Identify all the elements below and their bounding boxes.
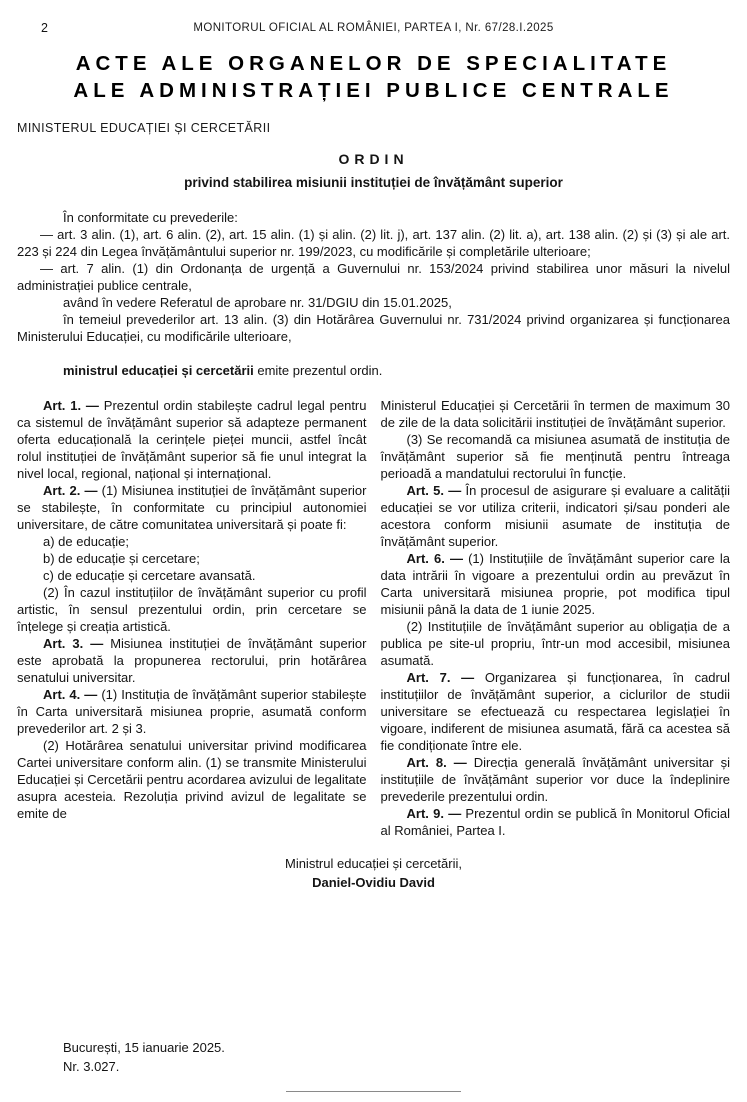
article-text: Organizarea și funcționarea, în cadrul instituțiilor de învățământ superior, a ciclurilor de studii universitare se efectuează cu respectarea legislației în vigoare, indiferent de misiunea asumată, fără ca acestea să fie condiționate între ele. — [380, 670, 730, 753]
article-number: Art. 3. — — [43, 636, 111, 651]
article-number: Art. 6. — — [406, 551, 469, 566]
article-text: Prezentul ordin se publică în Monitorul Oficial al României, Partea I. — [380, 806, 730, 838]
gazette-header-title: MONITORUL OFICIAL AL ROMÂNIEI, PARTEA I, Nr. 67/28.I.2025 — [193, 22, 554, 34]
article-text: (1) Instituțiile de învățământ superior care la data intrării în vigoare a prezentului ordin au prevăzut în Carta universitară misiunea proprie, pot modifica tipul misiunii până la data de 1 iunie 2025. — [380, 551, 730, 617]
paragraph-continuation — [381, 397, 731, 431]
article-text: b) de educație și cercetare; — [43, 551, 200, 566]
paragraph-art-7 — [381, 669, 731, 754]
article-text: (2) În cazul instituțiilor de învățământ superior cu profil artistic, în sensul prezentului ordin, prin cercetare se înțelege și creația artistică. — [17, 585, 367, 634]
enactment-rest: emite prezentul ordin. — [253, 363, 383, 378]
paragraph-art-6 — [381, 550, 731, 618]
preamble-paragraph: — art. 3 alin. (1), art. 6 alin. (2), art. 15 alin. (1) și alin. (2) lit. j), art. 137 alin. (2) lit. a), art. 138 alin. (2) și (3) și ale art. 223 și 224 din Legea învățământului superior nr. 199/2023, cu modificările și completările ulterioare; — [17, 227, 730, 259]
column-left — [17, 397, 367, 839]
running-header — [17, 20, 730, 38]
column-right — [381, 397, 731, 839]
paragraph-art-5 — [381, 482, 731, 550]
article-text: (1) Misiunea instituției de învățământ superior se stabilește, în conformitate cu principiul autonomiei universitare, de către comunitatea universitară și poate fi: — [17, 483, 367, 532]
article-number: Art. 1. — — [43, 398, 104, 413]
article-text: (2) Hotărârea senatului universitar privind modificarea Cartei universitare conform alin. (1) se transmite Ministerului Educației și Cercetării pentru acordarea avizului de legalitate asupra acesteia. Rezoluția privind avizul de legalitate se emite de — [17, 738, 367, 821]
preamble-paragraph: având în vedere Referatul de aprobare nr. 31/DGIU din 15.01.2025, — [63, 295, 452, 310]
section-title — [17, 50, 730, 104]
article-text: Direcția generală învățământ universitar și instituțiile de învățământ superior vor duce la îndeplinire prevederile prezentului ordin. — [380, 755, 730, 804]
paragraph-art-2 — [17, 482, 367, 533]
article-number: Art. 4. — — [43, 687, 102, 702]
section-title-line2: ALE ADMINISTRAȚIEI PUBLICE CENTRALE — [73, 79, 674, 102]
article-number: Art. 7. — — [406, 670, 485, 685]
list-item-b — [17, 550, 367, 567]
article-text: (1) Instituția de învățământ superior stabilește în Carta universitară misiunea proprie, asumată conform prevederilor art. 2 și 3. — [17, 687, 367, 736]
preamble-paragraph: — art. 7 alin. (1) din Ordonanța de urgență a Guvernului nr. 153/2024 privind stabilirea unor măsuri la nivelul administrației publice centrale, — [17, 261, 730, 293]
footer-place-date: București, 15 ianuarie 2025. — [63, 1040, 225, 1055]
article-columns — [17, 397, 730, 839]
article-text: Misiunea instituției de învățământ superior este aprobată la propunerea rectorului, prin hotărârea senatului universitar. — [17, 636, 367, 685]
paragraph-art-1 — [17, 397, 367, 482]
article-number: Art. 8. — — [406, 755, 474, 770]
order-subtitle: privind stabilirea misiunii instituției de învățământ superior — [184, 175, 563, 190]
article-text: (3) Se recomandă ca misiunea asumată de instituția de învățământ superior să fie menținută pentru întreaga perioadă a mandatului rectorului în funcție. — [380, 432, 730, 481]
article-text: Prezentul ordin stabilește cadrul legal pentru ca sistemul de învățământ superior să adapteze permanent oferta educațională la cerințele pieței muncii, astfel încât rolul instituției de învățământ superior să fie unul integrat la nivel local, regional, național și internațional. — [17, 398, 367, 481]
ministry-name: MINISTERUL EDUCAȚIEI ȘI CERCETĂRII — [17, 121, 271, 135]
article-text: (2) Instituțiile de învățământ superior au obligația de a publica pe site-ul propriu, într-un mod accesibil, misiunea asumată. — [380, 619, 730, 668]
order-heading: ORDIN — [338, 151, 409, 167]
article-text: În procesul de asigurare și evaluare a calității educației se vor utiliza criterii, indicatori și/sau ponderi ale acestora conform misiunii asumate de instituția de învățământ superior. — [380, 483, 730, 549]
article-number: Art. 9. — — [406, 806, 466, 821]
preamble-paragraph: în temeiul prevederilor art. 13 alin. (3) din Hotărârea Guvernului nr. 731/2024 privind organizarea și funcționarea Ministerului Educației, cu modificările ulterioare, — [17, 312, 730, 344]
section-title-line1: ACTE ALE ORGANELOR DE SPECIALITATE — [75, 52, 672, 75]
signature-block — [17, 855, 730, 891]
paragraph-art-4 — [17, 686, 367, 737]
page-number: 2 — [41, 21, 48, 35]
article-text: c) de educație și cercetare avansată. — [43, 568, 256, 583]
enactment-clause — [17, 362, 730, 379]
paragraph-art-6-alin-2 — [381, 618, 731, 669]
signer-role: Ministrul educației și cercetării, — [284, 856, 462, 871]
paragraph-art-4-alin-2 — [17, 737, 367, 822]
article-text: Ministerul Educației și Cercetării în termen de maximum 30 de zile de la data solicitării instituției de învățământ superior. — [380, 398, 730, 430]
list-item-a — [17, 533, 367, 550]
paragraph-art-9 — [381, 805, 731, 839]
paragraph-art-4-alin-3 — [381, 431, 731, 482]
paragraph-art-3 — [17, 635, 367, 686]
end-divider — [286, 1091, 461, 1092]
list-item-c — [17, 567, 367, 584]
document-footer — [63, 1039, 730, 1075]
article-number: Art. 2. — — [43, 483, 102, 498]
preamble-paragraph: În conformitate cu prevederile: — [63, 210, 238, 225]
article-text: a) de educație; — [43, 534, 130, 549]
signer-name: Daniel-Ovidiu David — [312, 875, 435, 890]
preamble — [17, 209, 730, 379]
article-number: Art. 5. — — [406, 483, 466, 498]
enactment-authority: ministrul educației și cercetării — [63, 363, 254, 378]
paragraph-art-8 — [381, 754, 731, 805]
footer-order-number: Nr. 3.027. — [63, 1059, 120, 1074]
paragraph-art-2-alin-2 — [17, 584, 367, 635]
